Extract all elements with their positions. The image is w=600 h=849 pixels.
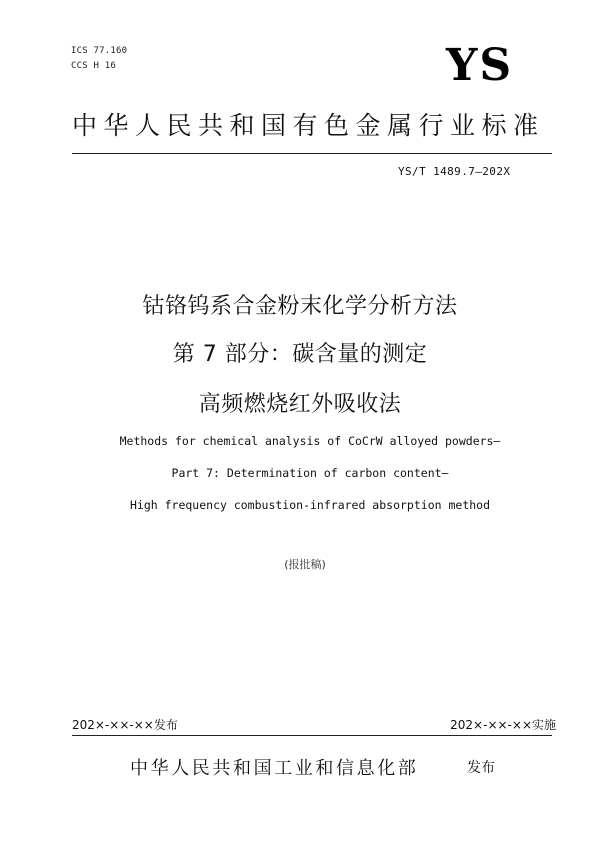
title-en-line1: Methods for chemical analysis of CoCrW alloyed powders— — [119, 434, 501, 448]
bottom-divider — [72, 735, 552, 736]
draft-status: (报批稿) — [284, 558, 326, 571]
issue-label: 发布 — [467, 760, 495, 776]
title-cn-line1: 钴铬钨系合金粉末化学分析方法 — [142, 294, 458, 319]
ys-logo: YS — [446, 40, 514, 91]
title-cn-line2: 第 7 部分：碳含量的测定 — [172, 342, 428, 367]
ics-code: ICS 77.160 — [71, 46, 128, 56]
classification-codes — [71, 44, 127, 74]
standard-number: YS/T 1489.7—202X — [398, 165, 511, 178]
standard-category: 中华人民共和国有色金属行业标准 — [72, 111, 545, 140]
publish-date: 202×-××-××发布 — [72, 718, 178, 732]
title-en-line3: High frequency combustion-infrared absorption method — [129, 498, 491, 512]
title-en-line2: Part 7: Determination of carbon content— — [171, 466, 449, 480]
ccs-code: CCS H 16 — [71, 61, 116, 71]
implement-date: 202×-××-××实施 — [450, 718, 556, 732]
issuing-authority: 中华人民共和国工业和信息化部 — [130, 758, 419, 779]
title-cn-line3: 高频燃烧红外吸收法 — [198, 392, 402, 417]
top-divider — [72, 153, 552, 154]
